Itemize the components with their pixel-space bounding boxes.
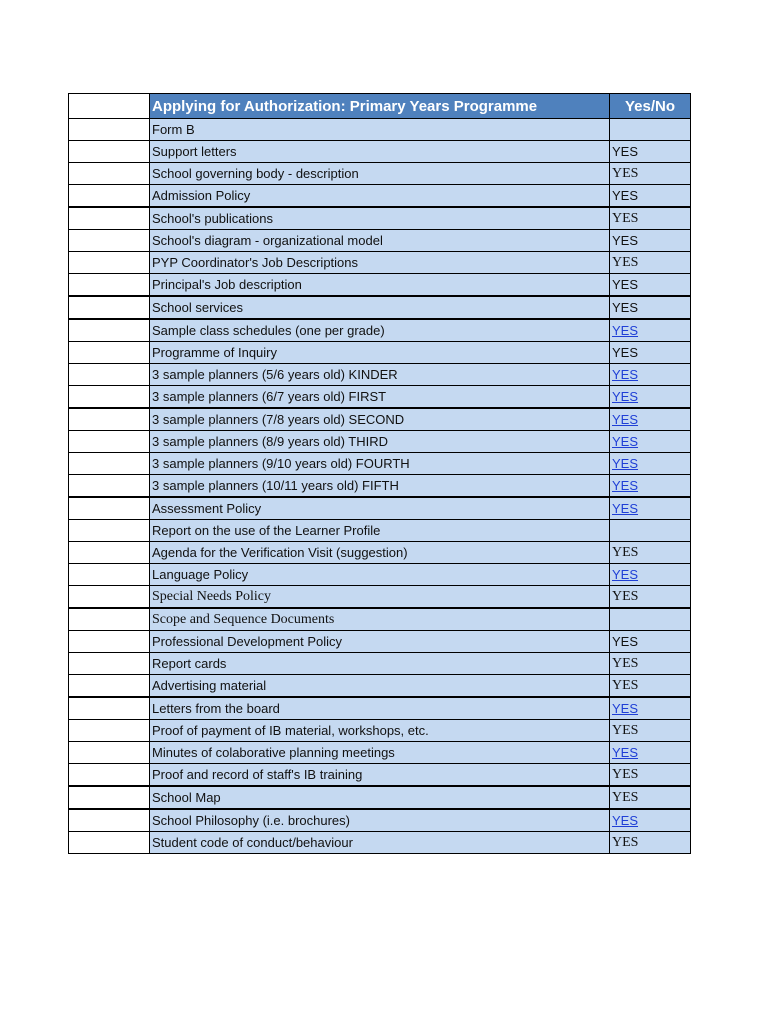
item-cell[interactable]: Principal's Job description bbox=[150, 274, 610, 297]
answer-link[interactable]: YES bbox=[610, 364, 691, 386]
item-cell[interactable]: Programme of Inquiry bbox=[150, 342, 610, 364]
answer-link[interactable]: YES bbox=[610, 431, 691, 453]
answer-link[interactable]: YES bbox=[610, 319, 691, 342]
table-row bbox=[69, 185, 691, 208]
table-row bbox=[69, 141, 691, 163]
item-cell[interactable]: 3 sample planners (8/9 years old) THIRD bbox=[150, 431, 610, 453]
blank-cell bbox=[69, 608, 150, 631]
answer-link[interactable]: YES bbox=[610, 475, 691, 498]
blank-cell bbox=[69, 832, 150, 854]
answer-cell[interactable]: YES bbox=[610, 230, 691, 252]
answer-cell[interactable]: YES bbox=[610, 832, 691, 854]
table-row bbox=[69, 274, 691, 297]
answer-link[interactable]: YES bbox=[610, 564, 691, 586]
item-cell[interactable]: Proof and record of staff's IB training bbox=[150, 764, 610, 787]
item-cell[interactable]: Special Needs Policy bbox=[150, 586, 610, 609]
table-row bbox=[69, 720, 691, 742]
blank-cell bbox=[69, 296, 150, 319]
checklist-table bbox=[68, 93, 691, 854]
table-row bbox=[69, 497, 691, 520]
blank-cell bbox=[69, 475, 150, 498]
item-cell[interactable]: 3 sample planners (5/6 years old) KINDER bbox=[150, 364, 610, 386]
blank-cell bbox=[69, 786, 150, 809]
item-cell[interactable]: PYP Coordinator's Job Descriptions bbox=[150, 252, 610, 274]
answer-cell[interactable]: YES bbox=[610, 342, 691, 364]
blank-cell bbox=[69, 386, 150, 409]
item-cell[interactable]: Admission Policy bbox=[150, 185, 610, 208]
item-cell[interactable]: School governing body - description bbox=[150, 163, 610, 185]
answer-link[interactable]: YES bbox=[610, 809, 691, 832]
blank-cell bbox=[69, 675, 150, 698]
blank-cell bbox=[69, 520, 150, 542]
item-cell[interactable]: Letters from the board bbox=[150, 697, 610, 720]
item-cell[interactable]: Minutes of colaborative planning meetings bbox=[150, 742, 610, 764]
table-row bbox=[69, 809, 691, 832]
answer-link[interactable]: YES bbox=[610, 697, 691, 720]
blank-cell bbox=[69, 697, 150, 720]
answer-cell[interactable]: YES bbox=[610, 764, 691, 787]
item-cell[interactable]: Language Policy bbox=[150, 564, 610, 586]
table-row bbox=[69, 832, 691, 854]
answer-link[interactable]: YES bbox=[610, 497, 691, 520]
table-row bbox=[69, 364, 691, 386]
blank-cell bbox=[69, 742, 150, 764]
answer-cell[interactable]: YES bbox=[610, 786, 691, 809]
table-row bbox=[69, 586, 691, 609]
blank-cell bbox=[69, 653, 150, 675]
answer-cell[interactable]: YES bbox=[610, 675, 691, 698]
blank-cell bbox=[69, 720, 150, 742]
answer-cell[interactable]: YES bbox=[610, 207, 691, 230]
answer-link[interactable]: YES bbox=[610, 453, 691, 475]
item-cell[interactable]: Support letters bbox=[150, 141, 610, 163]
item-cell[interactable]: Assessment Policy bbox=[150, 497, 610, 520]
blank-cell bbox=[69, 809, 150, 832]
table-row bbox=[69, 608, 691, 631]
blank-cell bbox=[69, 141, 150, 163]
answer-column-header: Yes/No bbox=[610, 94, 691, 119]
blank-cell bbox=[69, 453, 150, 475]
item-cell[interactable]: 3 sample planners (7/8 years old) SECOND bbox=[150, 408, 610, 431]
table-row bbox=[69, 564, 691, 586]
table-row bbox=[69, 119, 691, 141]
blank-cell bbox=[69, 431, 150, 453]
table-row bbox=[69, 386, 691, 409]
table-row bbox=[69, 252, 691, 274]
answer-cell[interactable]: YES bbox=[610, 163, 691, 185]
answer-cell[interactable]: YES bbox=[610, 296, 691, 319]
item-cell[interactable]: School Map bbox=[150, 786, 610, 809]
blank-cell bbox=[69, 631, 150, 653]
answer-cell[interactable] bbox=[610, 608, 691, 631]
blank-cell bbox=[69, 408, 150, 431]
item-cell[interactable]: Report on the use of the Learner Profile bbox=[150, 520, 610, 542]
item-cell[interactable]: Agenda for the Verification Visit (suggestion) bbox=[150, 542, 610, 564]
item-cell[interactable]: School's diagram - organizational model bbox=[150, 230, 610, 252]
table-row bbox=[69, 453, 691, 475]
answer-cell[interactable] bbox=[610, 119, 691, 141]
table-row bbox=[69, 408, 691, 431]
item-cell[interactable]: Sample class schedules (one per grade) bbox=[150, 319, 610, 342]
answer-link[interactable]: YES bbox=[610, 408, 691, 431]
blank-cell bbox=[69, 163, 150, 185]
item-cell[interactable]: 3 sample planners (10/11 years old) FIFTH bbox=[150, 475, 610, 498]
item-cell[interactable]: Report cards bbox=[150, 653, 610, 675]
item-cell[interactable]: 3 sample planners (6/7 years old) FIRST bbox=[150, 386, 610, 409]
blank-cell bbox=[69, 586, 150, 609]
item-cell[interactable]: Proof of payment of IB material, workshops, etc. bbox=[150, 720, 610, 742]
item-cell[interactable]: School Philosophy (i.e. brochures) bbox=[150, 809, 610, 832]
table-row bbox=[69, 786, 691, 809]
blank-cell bbox=[69, 230, 150, 252]
answer-cell[interactable]: YES bbox=[610, 653, 691, 675]
answer-link[interactable]: YES bbox=[610, 386, 691, 409]
table-row bbox=[69, 230, 691, 252]
table-row bbox=[69, 631, 691, 653]
answer-cell[interactable]: YES bbox=[610, 274, 691, 297]
item-cell[interactable]: School's publications bbox=[150, 207, 610, 230]
item-cell[interactable]: Student code of conduct/behaviour bbox=[150, 832, 610, 854]
blank-cell bbox=[69, 207, 150, 230]
answer-cell[interactable]: YES bbox=[610, 631, 691, 653]
item-cell[interactable]: School services bbox=[150, 296, 610, 319]
table-row bbox=[69, 296, 691, 319]
table-title: Applying for Authorization: Primary Years Programme bbox=[150, 94, 610, 119]
table-row bbox=[69, 742, 691, 764]
answer-cell[interactable]: YES bbox=[610, 252, 691, 274]
item-cell[interactable]: Advertising material bbox=[150, 675, 610, 698]
table-row bbox=[69, 431, 691, 453]
blank-cell bbox=[69, 497, 150, 520]
table-row bbox=[69, 764, 691, 787]
blank-header-cell bbox=[69, 94, 150, 119]
item-cell[interactable]: Scope and Sequence Documents bbox=[150, 608, 610, 631]
blank-cell bbox=[69, 342, 150, 364]
blank-cell bbox=[69, 185, 150, 208]
item-cell[interactable]: 3 sample planners (9/10 years old) FOURTH bbox=[150, 453, 610, 475]
answer-cell[interactable]: YES bbox=[610, 542, 691, 564]
header-row bbox=[69, 94, 691, 119]
table-row bbox=[69, 542, 691, 564]
answer-cell[interactable]: YES bbox=[610, 141, 691, 163]
blank-cell bbox=[69, 319, 150, 342]
table-row bbox=[69, 342, 691, 364]
answer-cell[interactable]: YES bbox=[610, 586, 691, 609]
table-row bbox=[69, 697, 691, 720]
blank-cell bbox=[69, 252, 150, 274]
table-row bbox=[69, 675, 691, 698]
blank-cell bbox=[69, 564, 150, 586]
table-row bbox=[69, 319, 691, 342]
table-row bbox=[69, 475, 691, 498]
answer-cell[interactable]: YES bbox=[610, 185, 691, 208]
blank-cell bbox=[69, 542, 150, 564]
item-cell[interactable]: Professional Development Policy bbox=[150, 631, 610, 653]
blank-cell bbox=[69, 274, 150, 297]
answer-cell[interactable]: YES bbox=[610, 720, 691, 742]
table-row bbox=[69, 207, 691, 230]
answer-link[interactable]: YES bbox=[610, 742, 691, 764]
table-row bbox=[69, 520, 691, 542]
table-row bbox=[69, 653, 691, 675]
blank-cell bbox=[69, 119, 150, 141]
table-row bbox=[69, 163, 691, 185]
blank-cell bbox=[69, 364, 150, 386]
answer-cell[interactable] bbox=[610, 520, 691, 542]
blank-cell bbox=[69, 764, 150, 787]
item-cell[interactable]: Form B bbox=[150, 119, 610, 141]
